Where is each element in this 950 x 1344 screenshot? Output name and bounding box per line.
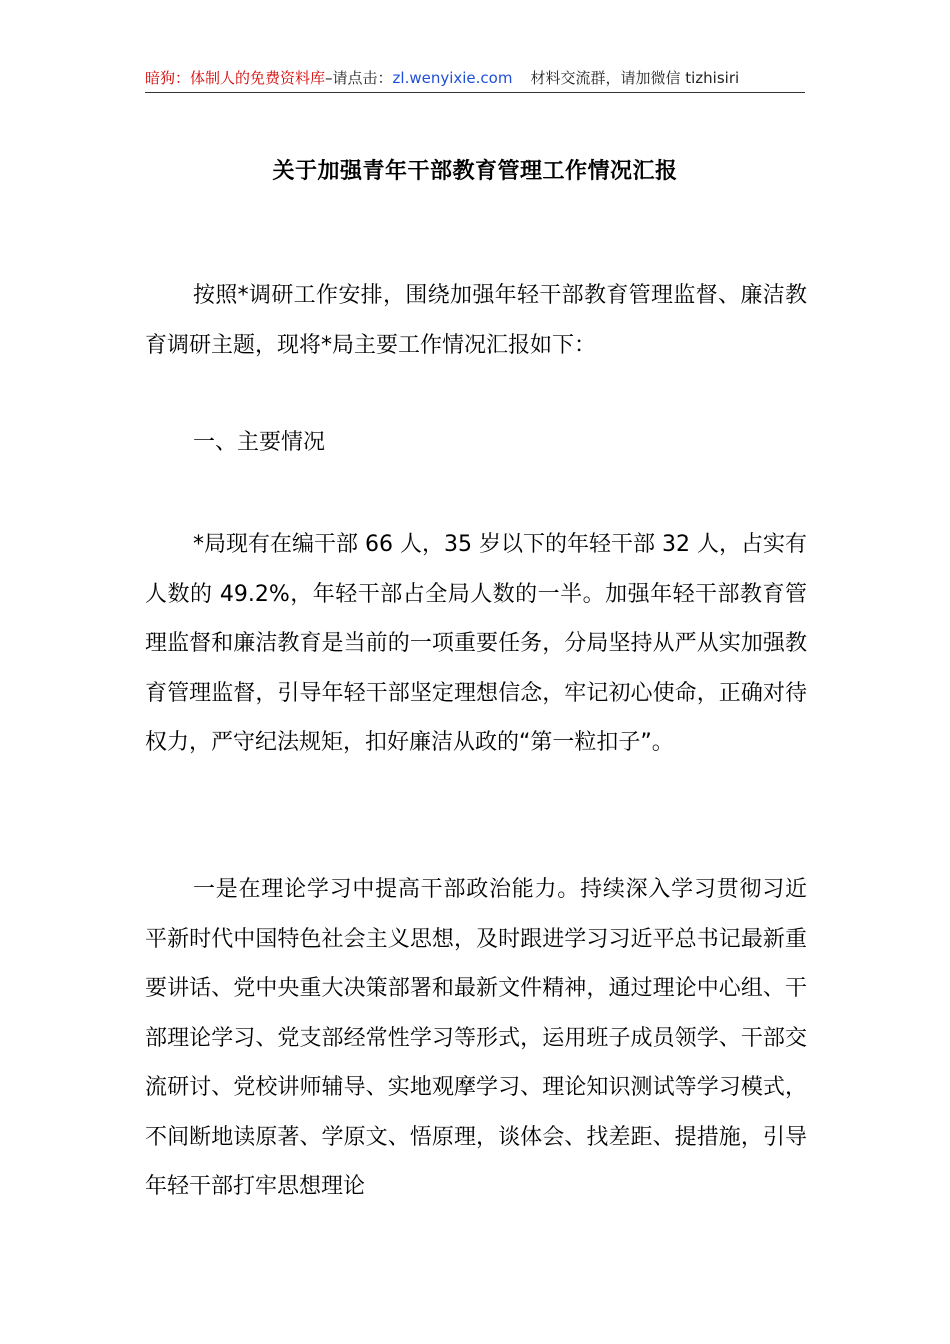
header-link[interactable]: zl.wenyixie.com bbox=[392, 69, 513, 87]
header-link-prefix: –请点击： bbox=[325, 69, 393, 87]
document-title: 关于加强青年干部教育管理工作情况汇报 bbox=[272, 159, 678, 184]
section-heading: 一、主要情况 bbox=[193, 430, 326, 455]
theory-paragraph: 一是在理论学习中提高干部政治能力。持续深入学习贯彻习近平新时代中国特色社会主义思想，及时跟进学习习近平总书记最新重要讲话、党中央重大决策部署和最新文件精神，通过理论中心组、干部理论学习、党支部经常性学习等形式，运用班子成员领学、干部交流研讨、党校讲师辅导、实地观摩学习、理论知识测试等学习模式，不间断地读原著、学原文、悟原理，谈体会、找差距、提措施，引导年轻干部打牢思想理论 bbox=[145, 877, 807, 1199]
header-brand: 暗狗：体制人的免费资料库 bbox=[145, 69, 326, 87]
situation-paragraph: *局现有在编干部 66 人，35 岁以下的年轻干部 32 人，占实有人数的 49.2%，年轻干部占全局人数的一半。加强年轻干部教育管理监督和廉洁教育是当前的一项重要任务，分局坚持从严从实加强教育管理监督，引导年轻干部坚定理想信念，牢记初心使命，正确对待权力，严守纪法规矩，扣好廉洁从政的“第一粒扣子”。 bbox=[145, 532, 807, 755]
header-note: 材料交流群，请加微信 tizhisiri bbox=[530, 69, 740, 87]
page-header bbox=[145, 64, 805, 93]
intro-paragraph: 按照*调研工作安排，围绕加强年轻干部教育管理监督、廉洁教育调研主题，现将*局主要工作情况汇报如下： bbox=[145, 283, 807, 358]
